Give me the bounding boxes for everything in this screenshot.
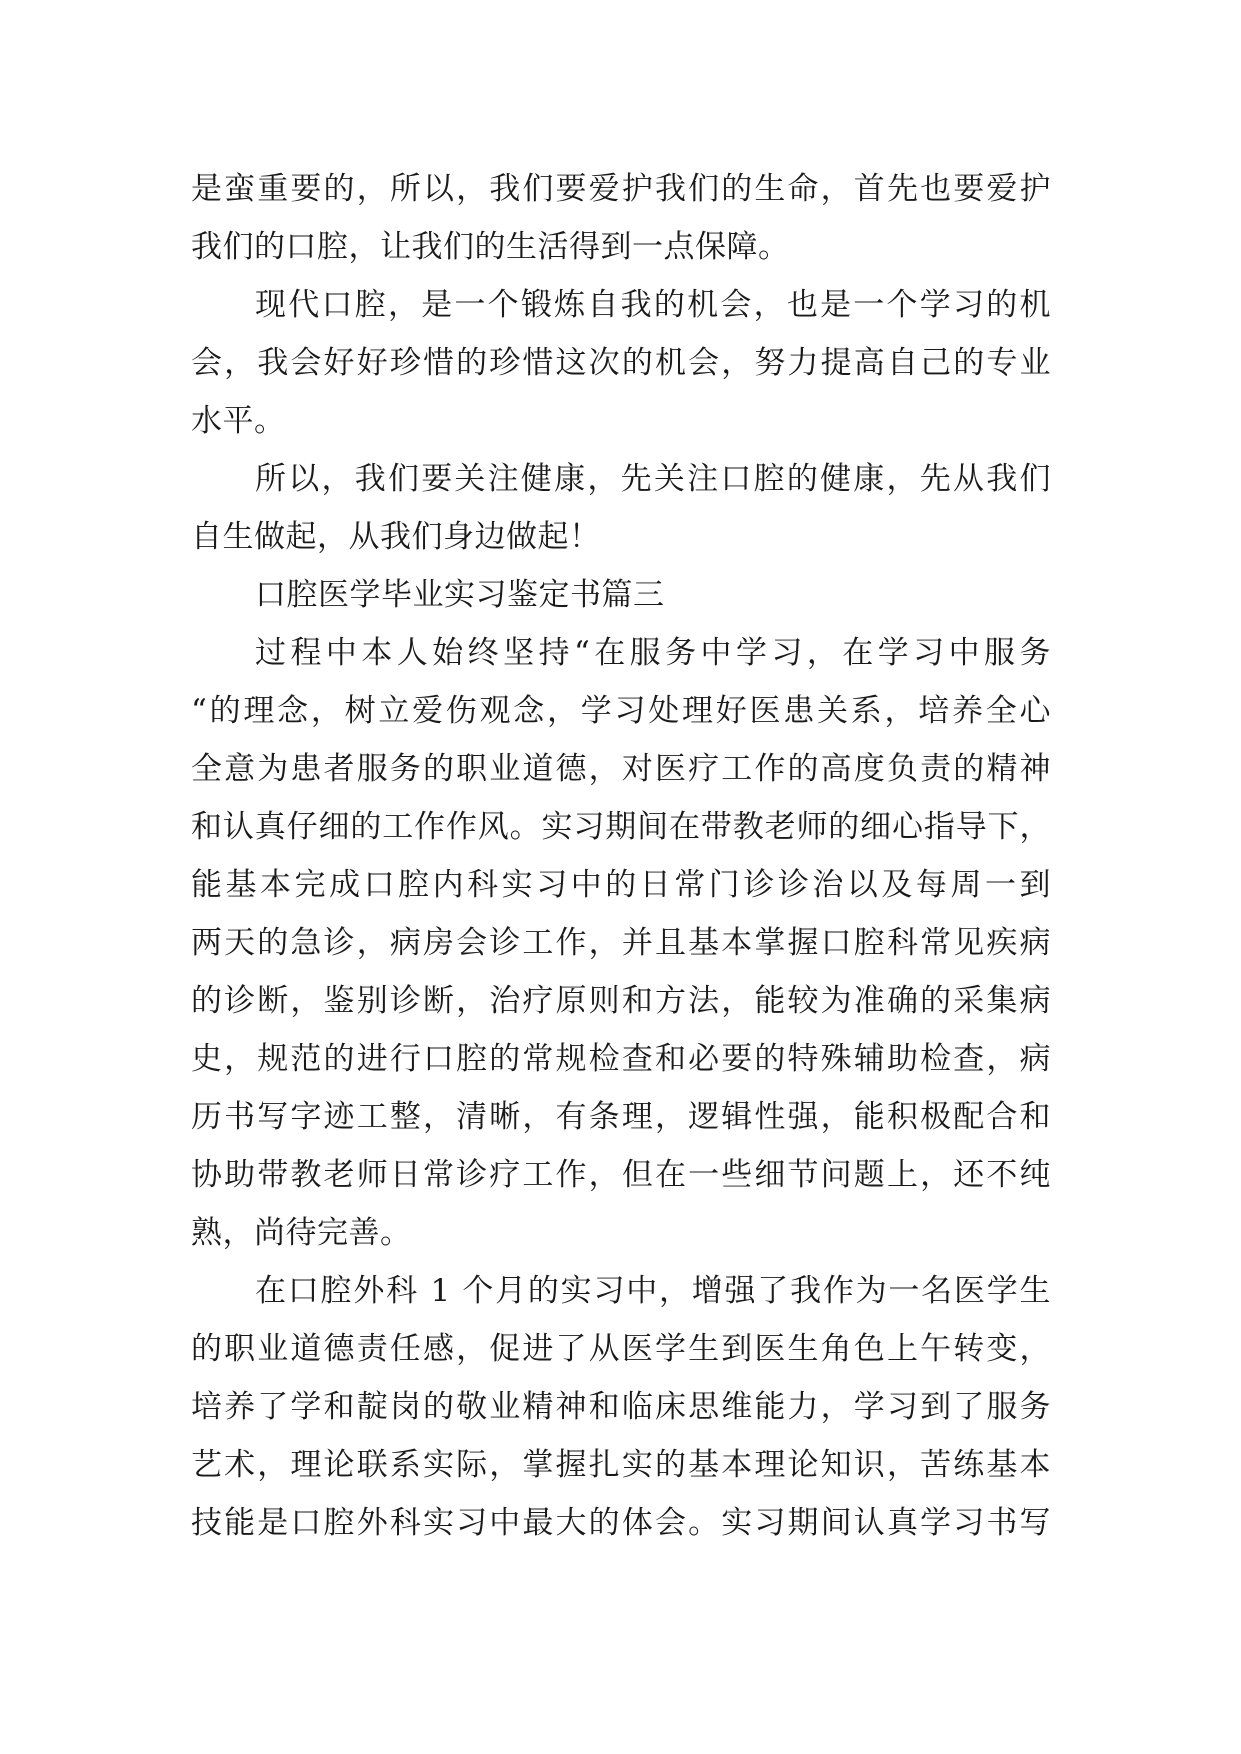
section-heading: 口腔医学毕业实习鉴定书篇三 [255, 577, 665, 613]
text-line: 自生做起，从我们身边做起！ [191, 519, 601, 555]
text-line: 培养了学和靛岗的敬业精神和临床思维能力，学习到了服务 [191, 1389, 1051, 1425]
text-line: 我们的口腔，让我们的生活得到一点保障。 [191, 229, 790, 265]
text-line: 能基本完成口腔内科实习中的日常门诊诊治以及每周一到 [191, 867, 1051, 903]
document-body [191, 160, 1051, 1552]
text-line: 史，规范的进行口腔的常规检查和必要的特殊辅助检查，病 [191, 1041, 1051, 1077]
text-line: 艺术，理论联系实际，掌握扎实的基本理论知识，苦练基本 [191, 1447, 1051, 1483]
text-line: 两天的急诊，病房会诊工作，并且基本掌握口腔科常见疾病 [191, 925, 1051, 961]
text-line: 和认真仔细的工作作风。实习期间在带教老师的细心指导下， [191, 809, 1051, 845]
paragraph-start-line: 现代口腔，是一个锻炼自我的机会，也是一个学习的机 [255, 287, 1051, 323]
text-line: “的理念，树立爱伤观念，学习处理好医患关系，培养全心 [191, 693, 1051, 729]
paragraph-start-line: 过程中本人始终坚持“在服务中学习，在学习中服务 [255, 635, 1051, 671]
text-line: 会，我会好好珍惜的珍惜这次的机会，努力提高自己的专业 [191, 345, 1051, 381]
text-line: 水平。 [191, 403, 286, 439]
text-line: 熟，尚待完善。 [191, 1215, 412, 1251]
text-line: 协助带教老师日常诊疗工作，但在一些细节问题上，还不纯 [191, 1157, 1051, 1193]
text-line: 全意为患者服务的职业道德，对医疗工作的高度负责的精神 [191, 751, 1051, 787]
text-line: 的诊断，鉴别诊断，治疗原则和方法，能较为准确的采集病 [191, 983, 1051, 1019]
text-line: 是蛮重要的，所以，我们要爱护我们的生命，首先也要爱护 [191, 171, 1051, 207]
text-line: 的职业道德责任感，促进了从医学生到医生角色上午转变， [191, 1331, 1051, 1367]
text-line: 历书写字迹工整，清晰，有条理，逻辑性强，能积极配合和 [191, 1099, 1051, 1135]
text-line: 技能是口腔外科实习中最大的体会。实习期间认真学习书写 [191, 1505, 1051, 1541]
paragraph-start-line: 在口腔外科 1 个月的实习中，增强了我作为一名医学生 [255, 1273, 1051, 1309]
paragraph-start-line: 所以，我们要关注健康，先关注口腔的健康，先从我们 [255, 461, 1051, 497]
